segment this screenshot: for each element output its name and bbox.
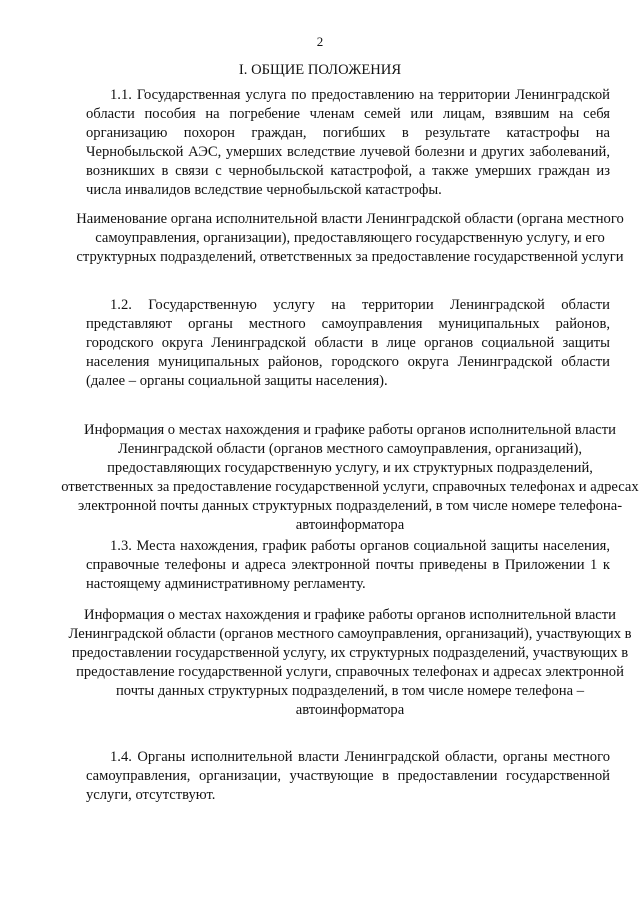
paragraph-1-2: 1.2. Государственную услугу на территории Ленинградской области представляют органы местного самоуправления муниципальных районов, городского округа Ленинградской области в лице органов социальной защиты населения муниципальных районов, городского округа Ленинградской области (далее – органы социальной защиты населения).	[86, 297, 610, 389]
paragraph-1-1: 1.1. Государственная услуга по предоставлению на территории Ленинградской области пособия на погребение членам семей или лицам, взявшим на себя организацию похорон граждан, погибших в результате катастрофы на Чернобыльской АЭС, умерших вследствие лучевой болезни и других заболеваний, возникших в связи с чернобыльской катастрофой, а также умерших граждан из числа инвалидов вследствие чернобыльской катастрофы.	[86, 87, 610, 198]
paragraph-1-4: 1.4. Органы исполнительной власти Ленинградской области, органы местного самоуправления, организации, участвующие в предоставлении государственной услуги, отсутствуют.	[86, 749, 610, 803]
heading-info-locations: Информация о местах нахождения и графике работы органов исполнительной власти Ленинградской области (органов местного самоуправления, организаций), предоставляющих государственную услугу, и их структурных подразделений, ответственных за предоставление государственной услуги, справочных телефонах и адресах электронной почты данных структурных подразделений, в том числе номере телефона-автоинформатора	[61, 422, 639, 533]
heading-organ-name: Наименование органа исполнительной власти Ленинградской области (органа местного самоуправления, организации), предоставляющего государственную услугу, и его структурных подразделений, ответственных за предоставление государственной услуги	[76, 211, 624, 265]
section-title: I. ОБЩИЕ ПОЛОЖЕНИЯ	[238, 62, 402, 78]
page-number: 2	[316, 34, 324, 49]
heading-info-participants: Информация о местах нахождения и графике работы органов исполнительной власти Ленинградской области (органов местного самоуправления, организаций), участвующих в предоставлении государственной услугу, их структурных подразделений, участвующих в предоставление государственной услуги, справочных телефонах и адресах электронной почты данных структурных подразделений, в том числе номере телефона – автоинформатора	[68, 607, 632, 718]
paragraph-1-3: 1.3. Места нахождения, график работы органов социальной защиты населения, справочные телефоны и адреса электронной почты приведены в Приложении 1 к настоящему административному регламенту.	[86, 538, 610, 592]
